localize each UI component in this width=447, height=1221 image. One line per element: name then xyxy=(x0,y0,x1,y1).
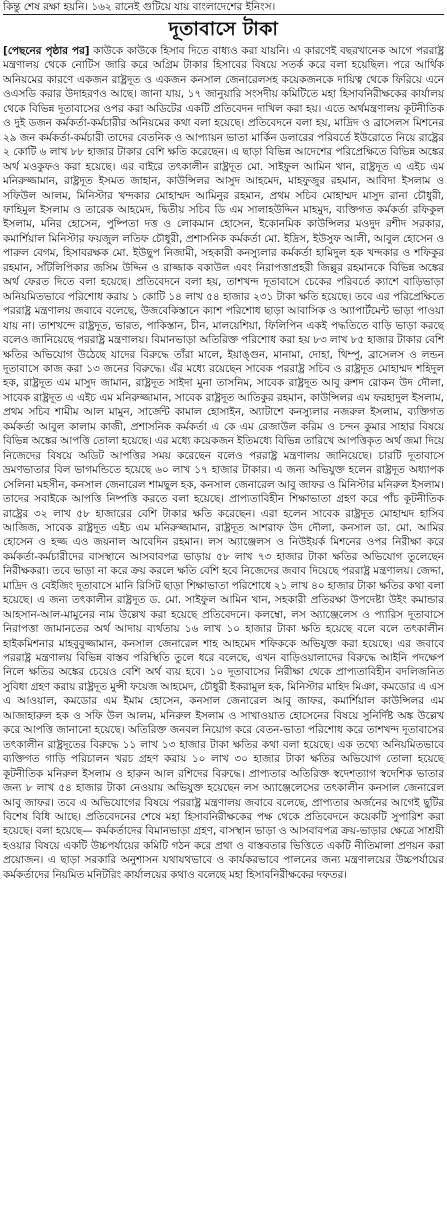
continued-label: [পেছনের পৃষ্ঠার পর] xyxy=(3,45,90,57)
article-text: কাউকে কাউকে হিসাব দিতে বাধ্যও করা যায়নি। এ কারণেই বছরখানেক আগে পররাষ্ট্র মন্ত্রণালয় থেকে নোটিস জারি করে অগ্রিম টাকার হিসাবের বিষয়ে সতর্ক করে বলা হয়েছিল। পরে আর্থিক অনিয়মের কারণে একজন রাষ্ট্রদূত ও একজন কনসাল জেনারেলসহ কয়েকজনকে দায়িত্ব থেকে ফিরিয়ে এনে ওএসডি করার উদাহরণও আছে। জানা যায়, ১৭ জানুয়ারি সংসদীয় কমিটিতে মহা হিসাবনিরীক্ষকের কার্যালয় থেকে বিভিন্ন দূতাবাসের ওপর করা অডিটের একটি প্রতিবেদন দাখিল করা হয়। এতে অর্থমন্ত্রণালয় কূটনীতিক ও দুই ডজন কর্মকর্তা-কর্মচারীর অনিয়মের কথা বলা হয়েছে। প্রতিবেদনে বলা হয়, মাদ্রিদ ও ব্রাসেলস মিশনের ২৯ জন কর্মকর্তা-কর্মচারী তাদের বেতনিক ও আপ্যায়ন ভাতা মার্কিন ডলারের পরিবর্তে ইউরোতে নিয়ে রাষ্ট্রের ২ কোটি ৬ লাখ ৮৮ হাজার টাকার বেশি ক্ষতি করেছেন। এ ছাড়া বিভিন্ন আদেশের পরিপ্রেক্ষিতে বিভিন্ন অঙ্কের অর্থ মওকুফও করা হয়েছে। এর বাইরে তৎকালীন রাষ্ট্রদূত মো. সাইফুল আমিন খান, রাষ্ট্রদূত এ এইচ এম মনিরুজ্জামান, রাষ্ট্রদূত ইসমত জাহান, কাউন্সিলর আসুদ আহমেদ, মাহফুজুর রহমান, আবিদা ইসলাম ও সফিউল আলম, মিনিস্টার খন্দকার মোহাম্মদ আমিনুর রহমান, প্রথম সচিব মোহাম্মদ মাসুদ রানা চৌধুরী, ফাহিমুল ইসলাম ও তারেক আহমেদ, দ্বিতীয় সচিব ডি এম সালাহউদ্দিন মাহমুদ, ব্যক্তিগত কর্মকর্তা রফিকুল ইসলাম, মনির হোসেন, পুষ্পিতা দত্ত ও লোকমান হোসেন, ইকোনমিক কাউন্সিলর মওদুদ রশীদ সরকার, কমার্শিয়াল মিনিস্টার ফয়জুল লতিফ চৌধুরী, প্রশাসনিক কর্মকর্তা মো. ইদ্রিস, ইউসুফ আলী, আবুল হোসেন ও পারুল বেগম, হিসাবরক্ষক মো. ইউছুপ নিজামী, সহকারী কনস্যুলার কর্মকর্তা হামিদুল হক খন্দকার ও শফিকুর রহমান, সাঁটলিপিকার জসিম উদ্দিন ও রাজ্জাক বকাউল এবং নিরাপত্তাপ্রহরী জিল্লুর রহমানকে বিভিন্ন অঙ্কের অর্থ ফেরত দিতে বলা হয়েছে। প্রতিবেদনে বলা হয়, তাশখন্দ দূতাবাসে চেকের পরিবর্তে ক্যাশে বাড়িভাড়া অনিয়মিতভাবে পরিশোধ করায় ১ কোটি ১৪ লাখ ৫৪ হাজার ২৩১ টাকা ক্ষতি হয়েছে। তবে এর পরিপ্রেক্ষিতে পররাষ্ট্র মন্ত্রণালয় জবাবে বলেছে, উজবেকিস্তানে ক্যাশ পরিশোধ ছাড়া আবাসিক ও অ্যাপার্টমেন্ট ভাড়া পাওয়া যায় না। তাশখন্দে রাষ্ট্রদূত, ভারত, পাকিস্তান, চীন, মালয়েশিয়া, ফিলিপিন একই পদ্ধতিতে বাড়ি ভাড়া করছে বলেও জানিয়েছে পররাষ্ট্র মন্ত্রণালয়। বিমানভাড়া অতিরিক্ত পরিশোধ করা হয় ৮৩ লাখ ৮৫ হাজার টাকার বেশি ক্ষতির অভিযোগ উঠেছে যাদের বিরুদ্ধে তাঁরা মালে, ইয়াঙ্গুন, মানামা, দোহা, থিম্পু, ব্রাসেলস ও লন্ডন দূতাবাসে কাজ করা ১৩ জনের বিরুদ্ধে। এঁর মধ্যে রয়েছেন সাবেক পররাষ্ট্র সচিব ও রাষ্ট্রদূত মোহাম্মদ শহিদুল হক, রাষ্ট্রদূত এম মাসুদ জামান, রাষ্ট্রদূত সাইদা মুনা তাসনিম, সাবেক রাষ্ট্রদূত আবু রুশদ রোকন উদ দৌলা, সাবেক রাষ্ট্রদূত এ এইচ এম মনিরুজ্জামান, সাবেক রাষ্ট্রদূত আতিকুর রহমান, কাউন্সিলর এম ফরহাদুল ইসলাম, প্রথম সচিব শামীম আল মামুন, সার্জেন্ট কামাল হোসাইন, অ্যাটাশে কনস্যুলার নজরুল ইসলাম, ব্যক্তিগত কর্মকর্তা আবুল কালাম কাজী, প্রশাসনিক কর্মকর্তা এ কে এম রেজাউল করিম ও চন্দন কুমার সাহার বিষয়ে বিভিন্ন অঙ্কের আপত্তি তোলা হয়েছে। এর মধ্যে কয়েকজন ইতিমধ্যে বিভিন্ন তারিখে আপত্তিকৃত অর্থ জমা দিয়ে নিজেদের বিষয়ে অডিট আপত্তির সময় করেছেন বলেও পররাষ্ট্র মন্ত্রণালয় জানিয়েছে। চারটি দূতাবাসে ভ্রমণভাতার বিল ভাগমন্ডিতে হয়েছে ৬০ লাখ ১৭ হাজার টাকার। এ জন্য অভিযুক্ত হলেন রাষ্ট্রদূত অধ্যাপক সেলিনা মহসীন, কনসাল জেনারেল শামছুল হক, কনসাল জেনারেল আবু জাফর ও মিনিস্টার মনিরুল ইসলাম। তাদের সবাইকে আপত্তি নিষ্পত্তি করতে বলা হয়েছে। প্রাপ্যতাবিহীন শিক্ষাভাতা গ্রহণ করে পাঁচ কূটনীতিক রাষ্ট্রের ৩২ লাখ ৫৮ হাজারের বেশি টাকার ক্ষতি করেছেন। এরা হলেন সাবেক রাষ্ট্রদূত মোহাম্মদ হাসিব আজিজ, সাবেক রাষ্ট্রদূত এইচ এম মনিরুজ্জামান, রাষ্ট্রদূত আশরাফ উদ দৌলা, কনসাল ডা. মো. আমির হোসেন ও হজ্জ এও জয়নাল আবেদিন রহমান। লস অ্যাঞ্জেলস ও নিউইয়র্ক মিশনের ওপর নিরীক্ষা করে কর্মকর্তা-কর্মচারীদের বাসস্থানে আসবাবপত্র ভাড়ায় ৫৮ লাখ ৭৩ হাজার টাকা ক্ষতির অভিযোগ তুলেছেন নিরীক্ষকরা। তবে ভাড়া না করে ক্রয় করলে ক্ষতি বেশি হবে নিজেদের জবাব দিয়েছে পররাষ্ট্র মন্ত্রণালয়। জেদ্দা, মাদ্রিদ ও বেইজিং দূতাবাসে মানি রিসিট ছাড়া শিক্ষাভাতা পরিশোধে ২১ লাখ ৪০ হাজার টাকা ক্ষতির কথা বলা হয়েছে। এ জন্য তৎকালীন রাষ্ট্রদূত ড. মো. সাইফুল আমিন খান, সহকারী প্রতিরক্ষা উপদেষ্টা উইং কমান্ডার আহসান-আল-মামুনের নাম উল্লেখ করা হয়েছে প্রতিবেদনে। কলম্বো, লস অ্যাঞ্জেলেস ও প্যারিস দূতাবাসে নিরাপত্তা জামানতের অর্থ আদায় ব্যর্থতায় ১৬ লাখ ১০ হাজার টাকা ক্ষতি হয়েছে বলে বলে তৎকালীন হাইকমিশনার মাহবুবুজ্জামান, কনসাল জেনারেল শাহ আহমেদ শফিককে অভিযুক্ত করা হয়েছে। এর জবাবে পররাষ্ট্র মন্ত্রণালয় বিভিন্ন বাস্তব পরিস্থিতি তুলে ধরে বলেছে, এখন বাড়িওয়ালাদের বিরুদ্ধে আইনি পদক্ষেপ নিলে ক্ষতির অঙ্কের চেয়েও বেশি অর্থ ব্যয় হবে। ১০ দূতাবাসের নিরীক্ষা থেকে প্রাপ্যতাবিহীন বদলিজনিত সুবিধা গ্রহণ করায় রাষ্ট্রদূত মুন্সী ফয়েজ আহমেদ, চৌধুরী ইকরামুল হক, মিনিস্টার মাহিদ মিঞা, কমডোর এ এস এ আওয়াল, কমডোর এম ইমাম হোসেন, কনসাল জেনারেল আবু জাফর, কমার্শিয়াল কাউন্সিলর এম আজাহারুল হক ও সফি উল আলম, মনিরুল ইসলাম ও সাখাওয়াত হোসেনের বিষয়ে সুনির্দিষ্ট অঙ্ক উল্লেখ করে আপত্তি জানানো হয়েছে। অতিরিক্ত জনবল নিয়োগ করে বেতন-ভাতা পরিশোধ করে তাশখন্দ দূতাবাসের তৎকালীন রাষ্ট্রদূতের বিরুদ্ধে ১১ লাখ ১৩ হাজার টাকা ক্ষতির কথা বলা হয়েছে। এক তথ্যে অনিয়মিতভাবে ব্যক্তিগত গাড়ি পরিচালন খরচ গ্রহণ করায় ১০ লাখ ৩০ হাজার টাকা ক্ষতির অভিযোগ তোলা হয়েছে কূটনীতিক মনিরুল ইসলাম ও হারুন আল রশিদের বিরুদ্ধে। প্রাপ্যতার অতিরিক্ত স্বদেশত্যাগ স্বদেশিক ভাতার জন্য ৮ লাখ ৫৪ হাজার টাকা নেওয়ায় অভিযুক্ত হয়েছেন লস অ্যাঞ্জেলেসের তৎকালীন কনসাল জেনারেল আবু জাফর। তবে এ অভিযোগের বিষয়ে পররাষ্ট্র মন্ত্রণালয় জবাবে বলেছে, প্রাপ্যতার অর্জনের আগেই ছুটির বিশেষ বিধি আছে। প্রতিবেদনের শেষে মহা হিসাবনিরীক্ষকের পক্ষ থেকে প্রতিবেদনে কয়েকটি সুপারিশ করা হয়েছে। বলা হয়েছে— কর্মকর্তাদের বিমানভাড়া গ্রহণ, বাসস্থান ভাড়া ও আসবাবপত্র ক্রয়-ভাড়ার ক্ষেত্রে সাশ্রয়ী হওয়ার বিষয়ে একটি উচ্চপর্যায়ের কমিটি গঠন করে প্রথা ও বাস্তবতার ভিত্তিতে একটি নীতিমালা প্রণয়ন করা প্রয়োজন। এ ছাড়া সরকারি অনুশাসন যথাযথভাবে ও কার্যকরভাবে পালনের জন্য মন্ত্রণালয়ের উচ্চপর্যায়ের কর্মকর্তাদের নিয়মিত মনিটরিং কার্যালয়ের কথাও বলেছে মহা হিসাবনিরীক্ষকের দফতর। xyxy=(3,45,444,881)
headline: দূতাবাসে টাকা xyxy=(168,18,279,40)
previous-article-tail: কিন্তু শেষ রক্ষা হয়নি। ১৬২ রানেই গুটিয়ে যায় বাংলাদেশের ইনিংস। xyxy=(3,0,444,15)
article-body xyxy=(3,44,444,882)
